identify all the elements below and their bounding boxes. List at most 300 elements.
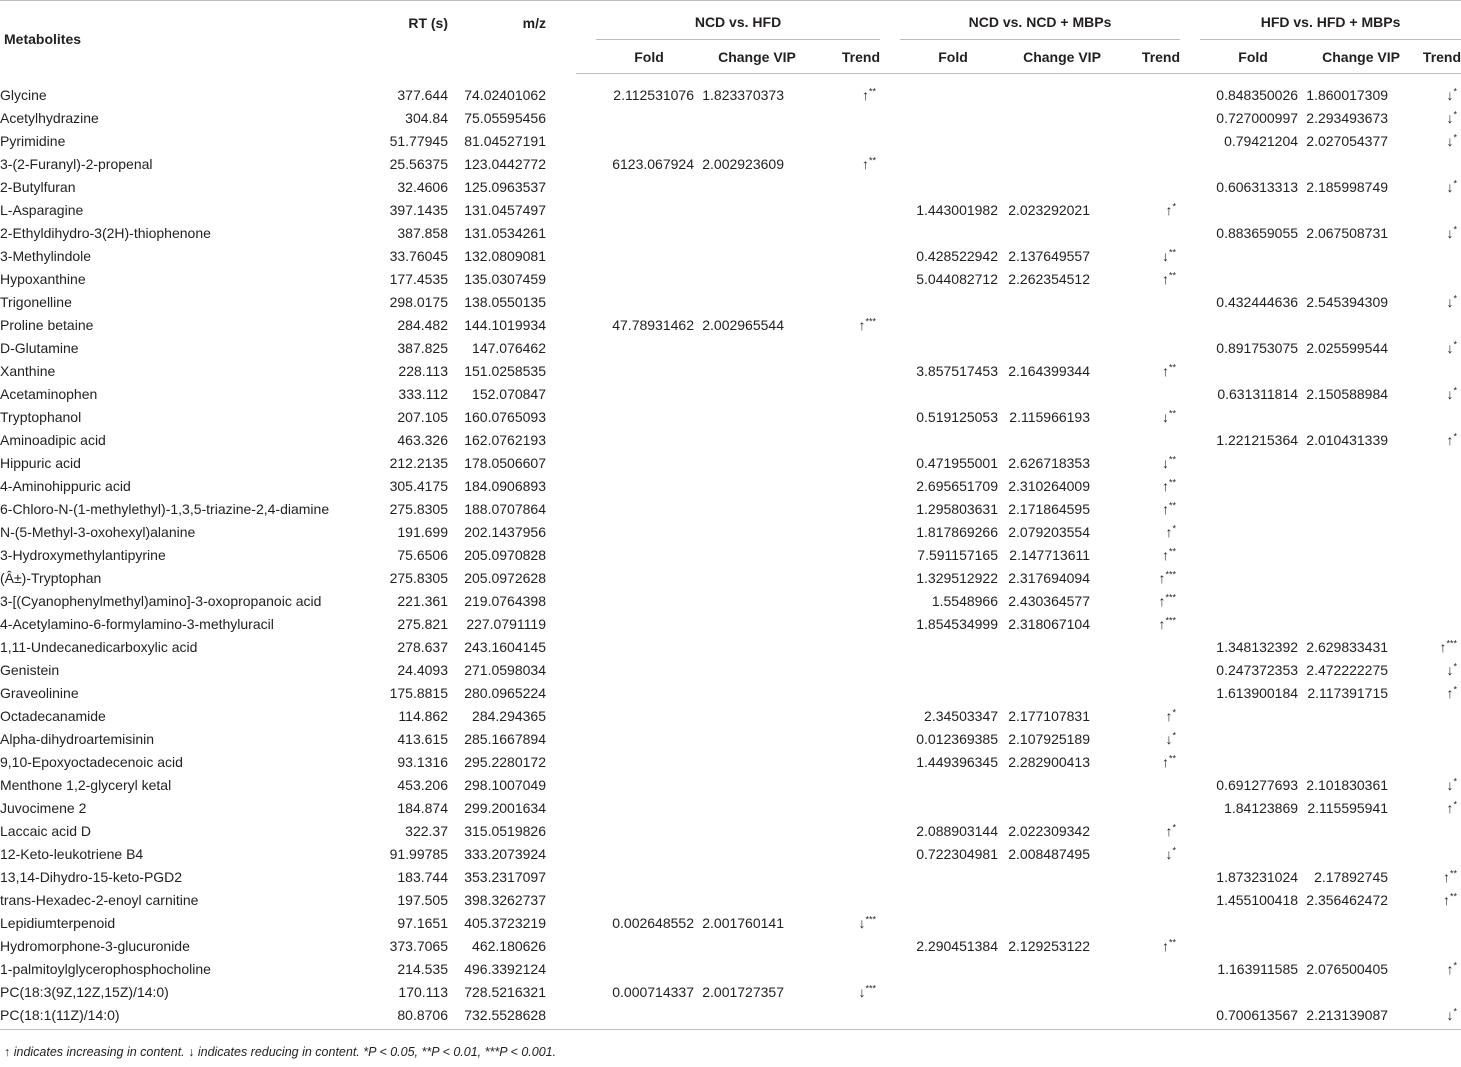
table-row [0, 590, 1461, 613]
vip-value: 2.137649557 [1008, 248, 1091, 264]
vip-value: 2.177107831 [1008, 708, 1091, 724]
trend-cell [1416, 107, 1461, 130]
spacer-cell [880, 475, 900, 498]
vip-value [702, 751, 812, 774]
spacer-cell [1180, 682, 1200, 705]
trend-cell [1416, 613, 1461, 636]
trend-cell [1118, 751, 1180, 774]
trend-arrow: ↓ [1446, 1007, 1454, 1023]
fold-value: 0.428522942 [916, 248, 999, 264]
vip-value [1006, 958, 1118, 981]
trend-cell [812, 1004, 880, 1030]
metabolite-name: Proline betaine [0, 317, 94, 333]
fold-value [1200, 406, 1306, 429]
vip-value: 1.860017309 [1306, 87, 1389, 103]
spacer-cell [1180, 728, 1200, 751]
vip-value [1306, 590, 1416, 613]
significance-marker: * [1453, 224, 1458, 235]
spacer-cell [1180, 843, 1200, 866]
vip-value [1006, 912, 1118, 935]
significance-marker: *** [865, 983, 877, 994]
vip-value [1006, 314, 1118, 337]
table-row [0, 659, 1461, 682]
trend-cell [1118, 360, 1180, 383]
mz-value: 131.0534261 [464, 225, 546, 241]
metabolite-name: Alpha-dihydroartemisinin [0, 731, 155, 747]
vip-value: 2.545394309 [1306, 294, 1389, 310]
fold-value: 1.329512922 [916, 570, 999, 586]
metabolite-name: PC(18:3(9Z,12Z,15Z)/14:0) [0, 984, 169, 1000]
spacer-cell [880, 935, 900, 958]
spacer-cell [576, 544, 596, 567]
trend-arrow: ↓ [1446, 340, 1454, 356]
vip-value [1306, 728, 1416, 751]
trend-cell [1118, 774, 1180, 797]
metabolite-name: Laccaic acid D [0, 823, 92, 839]
fold-value [1200, 590, 1306, 613]
metabolite-name: Hippuric acid [0, 455, 81, 471]
fold-value [596, 337, 702, 360]
trend-cell [812, 521, 880, 544]
trend-cell [1416, 866, 1461, 889]
vip-value [1306, 153, 1416, 176]
fold-value [596, 751, 702, 774]
spacer-cell [576, 452, 596, 475]
significance-marker: ** [1169, 247, 1177, 258]
metabolite-name: Juvocimene 2 [0, 800, 87, 816]
trend-cell [1416, 291, 1461, 314]
spacer-cell [880, 843, 900, 866]
trend-cell [1416, 797, 1461, 820]
mz-value: 178.0506607 [464, 455, 546, 471]
rt-value: 177.4535 [389, 271, 448, 287]
spacer-cell [576, 774, 596, 797]
vip-value [1306, 498, 1416, 521]
trend-cell [1118, 544, 1180, 567]
trend-cell [812, 889, 880, 912]
rt-value: 97.1651 [397, 915, 448, 931]
trend-cell [1416, 245, 1461, 268]
trend-cell [1416, 935, 1461, 958]
spacer-cell [576, 935, 596, 958]
trend-cell [812, 475, 880, 498]
trend-cell [812, 406, 880, 429]
significance-marker: * [1453, 1006, 1458, 1017]
fold-value [1200, 728, 1306, 751]
vip-value [1006, 1004, 1118, 1030]
spacer-cell [1180, 222, 1200, 245]
fold-value: 1.817869266 [916, 524, 999, 540]
fold-value [1200, 820, 1306, 843]
fold-value: 0.727000997 [1216, 110, 1299, 126]
metabolite-name: Pyrimidine [0, 133, 66, 149]
spacer-cell [880, 682, 900, 705]
vip-value [702, 843, 812, 866]
mz-value: 132.0809081 [464, 248, 546, 264]
spacer-cell [1180, 406, 1200, 429]
trend-arrow: ↑ [1443, 892, 1451, 908]
rt-value: 228.113 [398, 363, 448, 379]
metabolite-name: Genistein [0, 662, 60, 678]
fold-value [900, 176, 1006, 199]
fold-value: 1.873231024 [1216, 869, 1299, 885]
table-row [0, 383, 1461, 406]
spacer-cell [576, 751, 596, 774]
metabolite-name: D-Glutamine [0, 340, 79, 356]
trend-cell [1416, 958, 1461, 981]
spacer-cell [880, 498, 900, 521]
fold-value [596, 866, 702, 889]
trend-arrow: ↑ [1165, 708, 1173, 724]
mz-value: 462.180626 [472, 938, 546, 954]
fold-value [900, 774, 1006, 797]
metabolite-name: Lepidiumterpenoid [0, 915, 116, 931]
vip-value: 2.171864595 [1008, 501, 1091, 517]
trend-cell [1118, 958, 1180, 981]
mz-value: 315.0519826 [464, 823, 546, 839]
fold-value: 47.78931462 [612, 317, 694, 333]
fold-value [596, 544, 702, 567]
table-header [0, 1, 1461, 74]
fold-value [900, 383, 1006, 406]
trend-cell [812, 498, 880, 521]
trend-cell [812, 429, 880, 452]
fold-value: 1.449396345 [916, 754, 999, 770]
vip-value [1306, 406, 1416, 429]
trend-cell [1118, 682, 1180, 705]
trend-arrow: ↑ [862, 156, 869, 172]
table-row [0, 866, 1461, 889]
mz-value: 74.02401062 [464, 86, 546, 103]
rt-value: 175.8815 [389, 685, 448, 701]
trend-cell [812, 843, 880, 866]
trend-cell [1416, 567, 1461, 590]
table-row [0, 889, 1461, 912]
vip-value: 2.107925189 [1008, 731, 1091, 747]
rt-value: 275.8305 [389, 570, 448, 586]
spacer-cell [1180, 176, 1200, 199]
trend-cell [1118, 1004, 1180, 1030]
metabolite-name: L-Asparagine [0, 202, 84, 218]
spacer-cell [576, 820, 596, 843]
spacer-cell [1180, 130, 1200, 153]
fold-value: 1.5548966 [931, 593, 999, 609]
trend-cell [812, 866, 880, 889]
trend-cell [1118, 74, 1180, 108]
spacer-cell [880, 153, 900, 176]
trend-cell [1416, 728, 1461, 751]
significance-marker: ** [1169, 408, 1177, 419]
rt-value: 93.1316 [397, 754, 448, 770]
spacer-cell [880, 291, 900, 314]
vip-value [1306, 314, 1416, 337]
fold-value: 2.695651709 [916, 478, 999, 494]
trend-cell [1118, 935, 1180, 958]
significance-marker: * [1453, 132, 1458, 143]
fold-value [596, 498, 702, 521]
vip-value [1306, 935, 1416, 958]
trend-cell [1416, 199, 1461, 222]
fold-value [596, 245, 702, 268]
trend-cell [812, 659, 880, 682]
fold-value [1200, 912, 1306, 935]
fold-value [900, 74, 1006, 108]
vip-value: 2.079203554 [1008, 524, 1091, 540]
trend-arrow: ↑ [1165, 823, 1173, 839]
table-footnote: ↑ indicates increasing in content. ↓ indicates reducing in content. *P < 0.05, **P < 0.01, ***P < 0.001. [4, 1045, 557, 1059]
vip-value: 2.067508731 [1306, 225, 1389, 241]
header-mz: m/z [456, 1, 576, 74]
trend-cell [812, 797, 880, 820]
significance-marker: ** [1169, 937, 1177, 948]
vip-value [1306, 567, 1416, 590]
vip-value: 2.317694094 [1008, 570, 1091, 586]
significance-marker: *** [865, 914, 877, 925]
spacer-cell [576, 958, 596, 981]
spacer-cell [1180, 291, 1200, 314]
header-change-vip: Change VIP [702, 40, 812, 74]
rt-value: 322.37 [405, 823, 448, 839]
mz-value: 162.0762193 [464, 432, 546, 448]
vip-value: 2.076500405 [1306, 961, 1389, 977]
trend-cell [812, 590, 880, 613]
fold-value [900, 429, 1006, 452]
fold-value [1200, 452, 1306, 475]
trend-cell [1416, 751, 1461, 774]
trend-cell [1118, 797, 1180, 820]
mz-value: 398.3262737 [464, 892, 546, 908]
table-row [0, 337, 1461, 360]
fold-value: 0.247372353 [1216, 662, 1299, 678]
fold-value [1200, 544, 1306, 567]
vip-value [1306, 475, 1416, 498]
mz-value: 333.2073924 [464, 846, 546, 862]
mz-value: 75.05595456 [464, 110, 546, 126]
trend-arrow: ↑ [1162, 363, 1170, 379]
vip-value [702, 728, 812, 751]
spacer-cell [1180, 107, 1200, 130]
vip-value [702, 107, 812, 130]
table-row [0, 199, 1461, 222]
fold-value [900, 1004, 1006, 1030]
mz-value: 271.0598034 [464, 662, 546, 678]
trend-cell [1416, 1004, 1461, 1030]
metabolite-name: trans-Hexadec-2-enoyl carnitine [0, 892, 199, 908]
table-row [0, 452, 1461, 475]
vip-value: 2.027054377 [1306, 133, 1389, 149]
mz-value: 125.0963537 [464, 179, 546, 195]
vip-value [702, 958, 812, 981]
vip-value: 2.001727357 [702, 984, 784, 1000]
trend-cell [1118, 912, 1180, 935]
spacer-cell [576, 981, 596, 1004]
significance-marker: * [1453, 684, 1458, 695]
trend-arrow: ↓ [1162, 455, 1170, 471]
significance-marker: * [1172, 845, 1177, 856]
fold-value [1200, 705, 1306, 728]
vip-value [1306, 751, 1416, 774]
metabolite-name: 3-Hydroxymethylantipyrine [0, 547, 166, 563]
trend-cell [812, 452, 880, 475]
spacer-cell [1180, 475, 1200, 498]
trend-cell [1416, 912, 1461, 935]
rt-value: 191.699 [397, 524, 448, 540]
vip-value [702, 866, 812, 889]
vip-value: 2.002965544 [702, 317, 784, 333]
trend-cell [812, 383, 880, 406]
fold-value: 0.471955001 [916, 455, 999, 471]
trend-cell [1118, 705, 1180, 728]
fold-value [900, 222, 1006, 245]
significance-marker: * [1453, 776, 1458, 787]
spacer-cell [576, 360, 596, 383]
spacer-cell [1180, 590, 1200, 613]
vip-value [1006, 682, 1118, 705]
fold-value [596, 935, 702, 958]
fold-value [1200, 981, 1306, 1004]
trend-cell [1118, 337, 1180, 360]
spacer-cell [1180, 912, 1200, 935]
rt-value: 387.858 [397, 225, 448, 241]
trend-cell [812, 636, 880, 659]
table-row [0, 475, 1461, 498]
spacer-cell [880, 659, 900, 682]
trend-cell [1416, 843, 1461, 866]
vip-value: 2.213139087 [1306, 1004, 1416, 1030]
spacer-cell [1180, 981, 1200, 1004]
trend-cell [1118, 406, 1180, 429]
vip-value [1306, 981, 1416, 1004]
significance-marker: *** [1446, 638, 1458, 649]
spacer-cell [880, 383, 900, 406]
vip-value: 2.008487495 [1008, 846, 1091, 862]
vip-value [1306, 199, 1416, 222]
vip-value [702, 337, 812, 360]
vip-value [702, 176, 812, 199]
fold-value [596, 268, 702, 291]
mz-value: 299.2001634 [464, 800, 546, 816]
trend-cell [1118, 981, 1180, 1004]
metabolite-name: N-(5-Methyl-3-oxohexyl)alanine [0, 524, 196, 540]
vip-value [1006, 429, 1118, 452]
metabolite-name: Hypoxanthine [0, 271, 86, 287]
trend-cell [1416, 636, 1461, 659]
fold-value [596, 613, 702, 636]
table-row [0, 797, 1461, 820]
spacer-cell [576, 797, 596, 820]
trend-cell [812, 705, 880, 728]
spacer-cell [576, 682, 596, 705]
spacer-cell [1180, 153, 1200, 176]
trend-cell [1416, 682, 1461, 705]
trend-cell [1416, 544, 1461, 567]
vip-value [1006, 130, 1118, 153]
metabolite-name: (Â±)-Tryptophan [0, 570, 102, 586]
table-row [0, 360, 1461, 383]
spacer-cell [576, 912, 596, 935]
spacer-cell [880, 268, 900, 291]
table-row [0, 820, 1461, 843]
vip-value [1306, 613, 1416, 636]
significance-marker: ** [1169, 270, 1177, 281]
spacer-cell [576, 567, 596, 590]
trend-arrow: ↓ [1446, 179, 1454, 195]
mz-value: 219.0764398 [464, 593, 546, 609]
mz-value: 496.3392124 [464, 961, 546, 977]
rt-value: 304.84 [405, 110, 448, 126]
trend-arrow: ↑ [1162, 271, 1170, 287]
fold-value: 0.722304981 [916, 846, 999, 862]
rt-value: 170.113 [398, 984, 448, 1000]
significance-marker: ** [1450, 868, 1458, 879]
metabolite-name: Aminoadipic acid [0, 432, 106, 448]
vip-value [702, 935, 812, 958]
spacer-cell [576, 222, 596, 245]
metabolite-name: PC(18:1(11Z)/14:0) [0, 1004, 370, 1030]
spacer-cell [1180, 360, 1200, 383]
trend-cell [1416, 774, 1461, 797]
vip-value: 2.356462472 [1306, 892, 1389, 908]
trend-arrow: ↓ [1446, 87, 1454, 103]
header-trend: Trend [1118, 40, 1180, 74]
vip-value [702, 705, 812, 728]
vip-value [702, 820, 812, 843]
fold-value [596, 797, 702, 820]
spacer-cell [576, 521, 596, 544]
vip-value [1306, 912, 1416, 935]
header-group-ncd-ncdmbps: NCD vs. NCD + MBPs [900, 1, 1180, 40]
fold-value [1200, 567, 1306, 590]
spacer-cell [880, 820, 900, 843]
metabolite-name: 2-Ethyldihydro-3(2H)-thiophenone [0, 225, 211, 241]
metabolite-name: 13,14-Dihydro-15-keto-PGD2 [0, 869, 183, 885]
trend-cell [1118, 866, 1180, 889]
rt-value: 212.2135 [389, 455, 448, 471]
fold-value: 2.088903144 [916, 823, 999, 839]
trend-cell [1118, 245, 1180, 268]
table-row [0, 429, 1461, 452]
spacer-cell [576, 107, 596, 130]
metabolite-name: 3-(2-Furanyl)-2-propenal [0, 156, 153, 172]
rt-value: 305.4175 [389, 478, 448, 494]
rt-value: 333.112 [398, 386, 448, 402]
trend-cell [1118, 475, 1180, 498]
rt-value: 33.76045 [389, 248, 448, 264]
significance-marker: ** [1169, 362, 1177, 373]
trend-cell [1416, 590, 1461, 613]
mz-value: 298.1007049 [464, 777, 546, 793]
spacer-cell [576, 383, 596, 406]
vip-value [702, 130, 812, 153]
rt-value: 453.206 [397, 777, 448, 793]
table-row [0, 567, 1461, 590]
vip-value [702, 429, 812, 452]
spacer-cell [576, 199, 596, 222]
spacer-cell [880, 797, 900, 820]
spacer-cell [880, 1004, 900, 1030]
spacer-cell [880, 406, 900, 429]
spacer-cell [576, 74, 596, 108]
trend-cell [812, 935, 880, 958]
table-row [0, 728, 1461, 751]
significance-marker: * [1453, 86, 1458, 97]
trend-cell [812, 728, 880, 751]
spacer-cell [880, 74, 900, 108]
trend-cell [1118, 291, 1180, 314]
spacer-cell [880, 452, 900, 475]
fold-value: 0.691277693 [1216, 777, 1299, 793]
vip-value [702, 682, 812, 705]
